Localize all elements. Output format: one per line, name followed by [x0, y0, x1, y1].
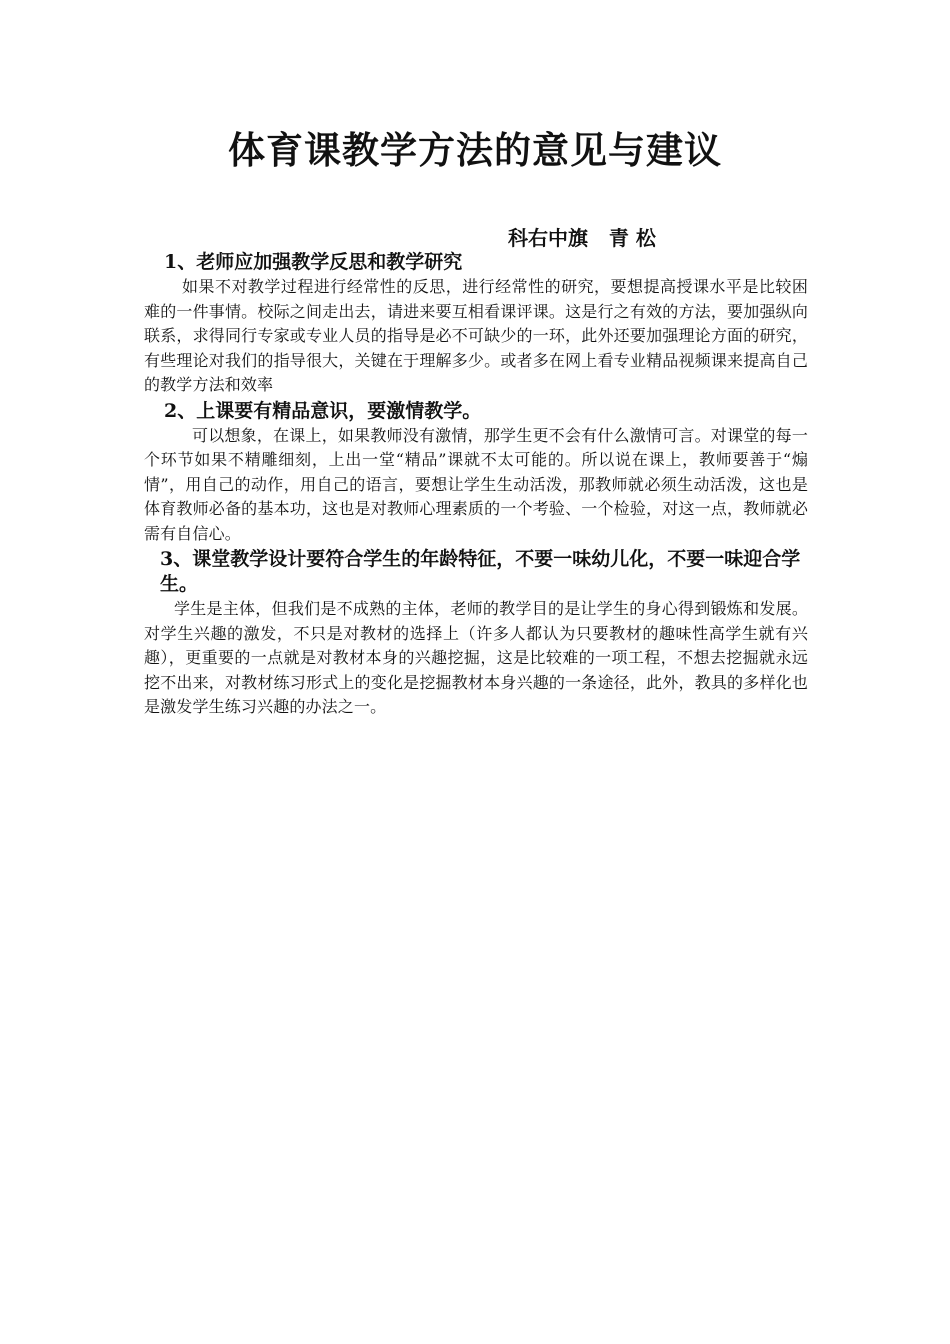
- section-2-heading: 2、上课要有精品意识，要激情教学。: [164, 399, 482, 422]
- document-body: [144, 250, 808, 720]
- section-2: [144, 399, 808, 547]
- document-title: 体育课教学方法的意见与建议: [228, 128, 722, 172]
- section-3: [144, 547, 808, 720]
- section-2-paragraph: 可以想象，在课上，如果教师没有激情，那学生更不会有什么激情可言。对课堂的每一个环节如果不精雕细刻，上出一堂“精品”课就不太可能的。所以说在课上，教师要善于“煽情”，用自己的动作，用自己的语言，要想让学生生动活泼，那教师就必须生动活泼，这也是体育教师必备的基本功，这也是对教师心理素质的一个考验、一个检验，对这一点，教师就必需有自信心。: [144, 425, 808, 543]
- author-line: 科右中旗 青 松: [508, 226, 656, 250]
- section-3-paragraph: 学生是主体，但我们是不成熟的主体，老师的教学目的是让学生的身心得到锻炼和发展。对学生兴趣的激发，不只是对教材的选择上（许多人都认为只要教材的趣味性高学生就有兴趣），更重要的一点就是对教材本身的兴趣挖掘，这是比较难的一项工程，不想去挖掘就永远挖不出来，对教材练习形式上的变化是挖掘教材本身兴趣的一条途径，此外，教具的多样化也是激发学生练习兴趣的办法之一。: [144, 599, 808, 716]
- section-1: [144, 250, 808, 398]
- section-1-heading: 1、老师应加强教学反思和教学研究: [164, 251, 463, 273]
- section-1-paragraph: 如果不对教学过程进行经常性的反思，进行经常性的研究，要想提高授课水平是比较困难的一件事情。校际之间走出去，请进来要互相看课评课。这是行之有效的方法，要加强纵向联系，求得同行专家或专业人员的指导是必不可缺少的一环，此外还要加强理论方面的研究，有些理论对我们的指导很大，关键在于理解多少。或者多在网上看专业精品视频课来提高自己的教学方法和效率: [144, 277, 808, 394]
- section-3-heading: 3、课堂教学设计要符合学生的年龄特征，不要一味幼儿化，不要一味迎合学生。: [160, 548, 801, 595]
